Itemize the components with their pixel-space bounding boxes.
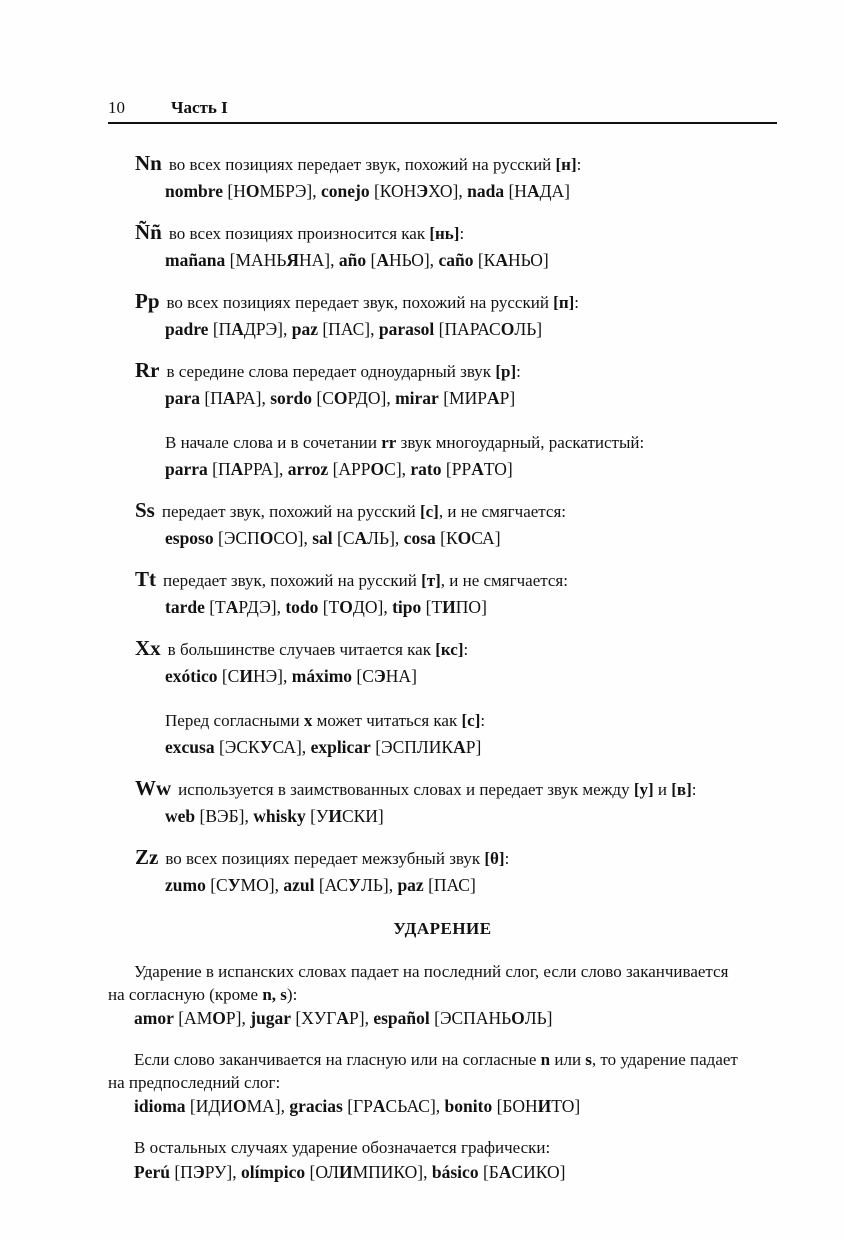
- transcription-example: idioma [ИДИОМА], gracias [ГРАСЬАС], bonito [БОНИТО]: [134, 1096, 581, 1116]
- entry-letter: Pp: [135, 289, 160, 313]
- letter-entry: [108, 566, 777, 621]
- transcription-example: nombre [НОМБРЭ], conejo [КОНЭХО], nada [НАДА]: [165, 181, 570, 201]
- entry-description: Ss передает звук, похожий на русский [с], и не смягчается:: [135, 498, 567, 522]
- page-number: 10: [108, 98, 125, 117]
- letter-entry: [108, 219, 777, 274]
- transcription-example: excusa [ЭСКУСА], explicar [ЭСПЛИКАР]: [165, 737, 482, 757]
- transcription-example: Perú [ПЭРУ], olímpico [ОЛИМПИКО], básico [БАСИКО]: [134, 1161, 566, 1182]
- stress-rule-group: [108, 1049, 777, 1118]
- entry-note: В начале слова и в сочетании rr звук многоударный, раскатистый:: [165, 433, 645, 452]
- stress-section: [108, 919, 777, 1184]
- transcription-example: web [ВЭБ], whisky [УИСКИ]: [165, 806, 384, 826]
- transcription-example: zumo [СУМО], azul [АСУЛЬ], paz [ПАС]: [165, 875, 476, 895]
- letter-entry: [108, 357, 777, 483]
- entry-letter: Xx: [135, 636, 161, 660]
- entry-description: Ññ во всех позициях произносится как [нь]:: [135, 220, 465, 244]
- entry-description: Zz во всех позициях передает межзубный звук [θ]:: [135, 845, 510, 869]
- letter-entry: [108, 497, 777, 552]
- entry-letter: Zz: [135, 845, 159, 869]
- stress-rule-text: В остальных случаях ударение обозначается графически:: [134, 1138, 551, 1157]
- transcription-example: padre [ПАДРЭ], paz [ПАС], parasol [ПАРАСОЛЬ]: [165, 319, 543, 339]
- letter-entry: [108, 775, 777, 830]
- transcription-example: para [ПАРА], sordo [СОРДО], mirar [МИРАР]: [165, 388, 516, 408]
- stress-rule-group: [108, 1137, 777, 1184]
- letter-entry: [108, 635, 777, 761]
- entry-description: Ww используется в заимствованных словах и передает звук между [у] и [в]:: [135, 776, 697, 800]
- entry-letter: Ss: [135, 498, 155, 522]
- letter-entry: [108, 288, 777, 343]
- transcription-example: parra [ПАРРА], arroz [АРРОС], rato [РРАТО]: [165, 459, 513, 479]
- entry-description: Tt передает звук, похожий на русский [т], и не смягчается:: [135, 567, 568, 591]
- letter-entry: [108, 844, 777, 899]
- stress-section-title: УДАРЕНИЕ: [393, 919, 492, 938]
- transcription-example: esposo [ЭСПОСО], sal [САЛЬ], cosa [КОСА]: [165, 528, 501, 548]
- entry-letter: Rr: [135, 358, 160, 382]
- entry-letter: Ww: [135, 776, 172, 800]
- stress-rule-group: [108, 961, 777, 1030]
- entry-letter: Tt: [135, 567, 156, 591]
- letter-entries-list: [108, 150, 777, 899]
- stress-paragraphs: [108, 961, 777, 1184]
- entry-description: Rr в середине слова передает одноударный звук [р]:: [135, 358, 521, 382]
- entry-description: Pp во всех позициях передает звук, похожий на русский [п]:: [135, 289, 580, 313]
- entry-letter: Ññ: [135, 220, 162, 244]
- stress-rule-text: Ударение в испанских словах падает на последний слог, если слово заканчивается на согласную (кроме n, s):: [108, 962, 729, 1004]
- transcription-example: amor [АМОР], jugar [ХУГАР], español [ЭСПАНЬОЛЬ]: [134, 1008, 553, 1028]
- entry-letter: Nn: [135, 151, 162, 175]
- entry-note: Перед согласными x может читаться как [с]:: [165, 711, 486, 730]
- chapter-title: Часть I: [171, 98, 228, 117]
- page-header: [108, 98, 777, 124]
- letter-entry: [108, 150, 777, 205]
- transcription-example: exótico [СИНЭ], máximo [СЭНА]: [165, 666, 417, 686]
- entry-description: Nn во всех позициях передает звук, похожий на русский [н]:: [135, 151, 582, 175]
- transcription-example: mañana [МАНЬЯНА], año [АНЬО], caño [КАНЬО]: [165, 250, 549, 270]
- transcription-example: tarde [ТАРДЭ], todo [ТОДО], tipo [ТИПО]: [165, 597, 487, 617]
- entry-description: Xx в большинстве случаев читается как [кс]:: [135, 636, 469, 660]
- stress-rule-text: Если слово заканчивается на гласную или на согласные n или s, то ударение падает на предпоследний слог:: [108, 1050, 738, 1092]
